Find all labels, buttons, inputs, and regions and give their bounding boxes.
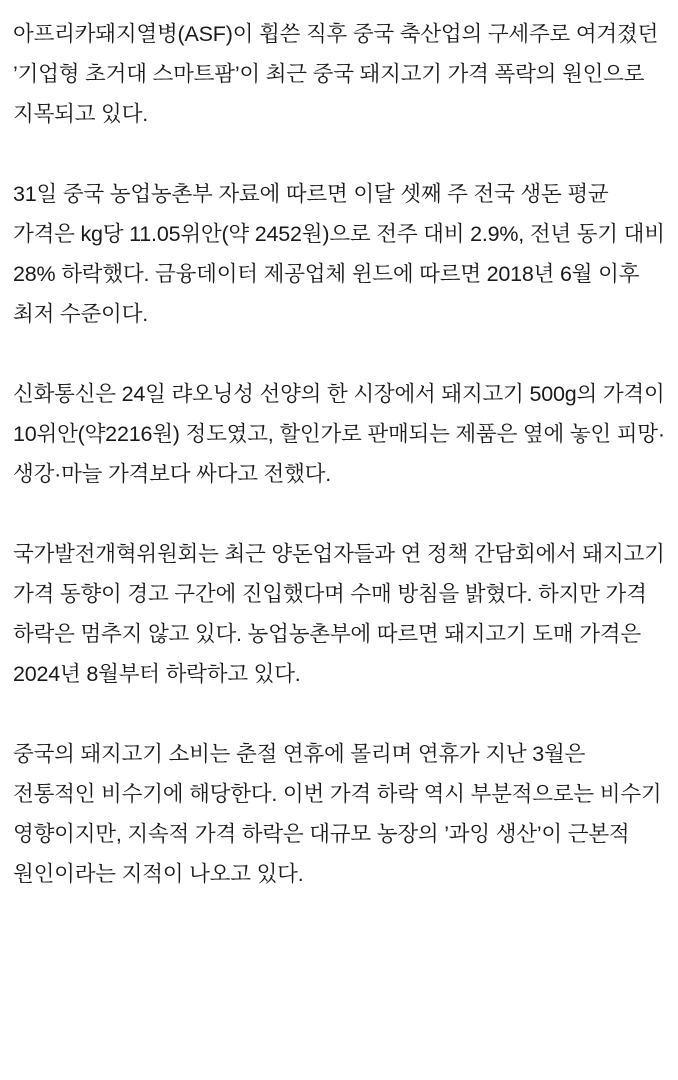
article-paragraph: 아프리카돼지열병(ASF)이 휩쓴 직후 중국 축산업의 구세주로 여겨졌던 ’기업형 초거대 스마트팜’이 최근 중국 돼지고기 가격 폭락의 원인으로 지목되고 있다. [13,22,659,126]
article-paragraph: 31일 중국 농업농촌부 자료에 따르면 이달 셋째 주 전국 생돈 평균 가격은 kg당 11.05위안(약 2452원)으로 전주 대비 2.9%, 전년 동기 대비 28% 하락했다. 금융데이터 제공업체 윈드에 따르면 2018년 6월 이후 최저 수준이다. [13,182,665,326]
article-paragraph: 중국의 돼지고기 소비는 춘절 연휴에 몰리며 연휴가 지난 3월은 전통적인 비수기에 해당한다. 이번 가격 하락 역시 부분적으로는 비수기 영향이지만, 지속적 가격 하락은 대규모 농장의 ’과잉 생산’이 근본적 원인이라는 지적이 나오고 있다. [13,742,662,886]
article-paragraph: 신화통신은 24일 랴오닝성 선양의 한 시장에서 돼지고기 500g의 가격이 10위안(약2216원) 정도였고, 할인가로 판매되는 제품은 옆에 놓인 피망·생강·마늘 가격보다 싸다고 전했다. [13,382,665,486]
article-paragraph: 국가발전개혁위원회는 최근 양돈업자들과 연 정책 간담회에서 돼지고기 가격 동향이 경고 구간에 진입했다며 수매 방침을 밝혔다. 하지만 가격 하락은 멈추지 않고 있다. 농업농촌부에 따르면 돼지고기 도매 가격은 2024년 8월부터 하락하고 있다. [13,542,665,686]
